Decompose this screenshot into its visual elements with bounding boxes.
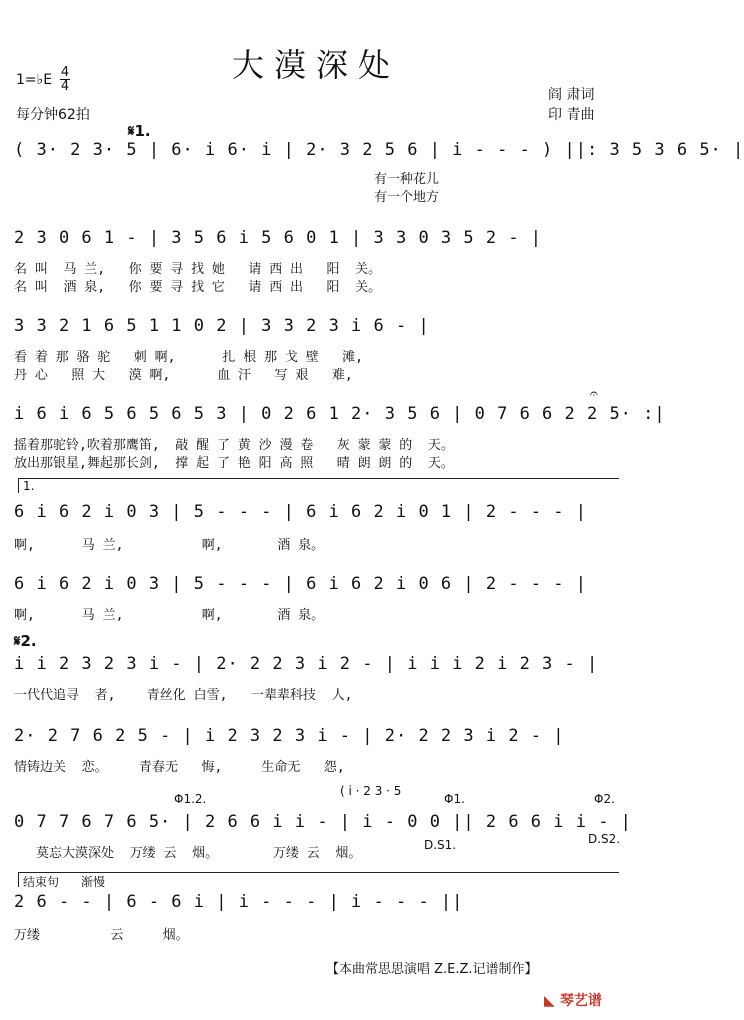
lyrics-line-1b: 有一个地方 xyxy=(14,190,440,205)
lyrics-line-3b: 丹 心 照 大 漠 啊, 血 汗 写 艰 难, xyxy=(14,368,353,383)
ending-bracket xyxy=(18,872,619,887)
notes-line-10: 2 6 - - | 6 - 6 i | i - - - | i - - - || xyxy=(14,892,464,912)
fermata-icon: 𝄐 xyxy=(590,386,598,402)
score-title: 大漠深处 xyxy=(231,46,400,84)
volta-bracket-1 xyxy=(18,478,619,493)
logo-icon: ◣ xyxy=(544,993,555,1009)
coda-2-sign: Φ2. xyxy=(594,792,615,806)
notes-line-4: i 6 i 6 5 6 5 6 5 3 | 0 2 6 1 2· 3 5 6 | 0 7 6 6 2 2 5· :| xyxy=(14,404,666,424)
segno-2-sign: 𝄋2. xyxy=(14,632,37,650)
notes-line-7: i i 2 3 2 3 i - | 2· 2 2 3 i 2 - | i i i 2 i 2 3 - | xyxy=(14,654,599,674)
notes-line-5: 6 i 6 2 i 0 3 | 5 - - - | 6 i 6 2 i 0 1 | 2 - - - | xyxy=(14,502,587,522)
ending-label: 结束句 xyxy=(23,875,60,889)
notes-line-6: 6 i 6 2 i 0 3 | 5 - - - | 6 i 6 2 i 0 6 | 2 - - - | xyxy=(14,574,587,594)
notes-line-8: 2· 2 7 6 2 5 - | i 2 3 2 3 i - | 2· 2 2 3 i 2 - | xyxy=(14,726,565,746)
segno-1-sign: 𝄋1. xyxy=(128,122,151,140)
notes-line-3: 3 3 2 1 6 5 1 1 0 2 | 3 3 2 3 i 6 - | xyxy=(14,316,430,336)
tempo-marking: 每分钟62拍 xyxy=(16,107,90,123)
ds-1-sign: D.S1. xyxy=(424,838,457,852)
notes-line-1: ( 3· 2 3· 5 | 6· i 6· i | 2· 3 2 5 6 | i - - - ) ||: 3 5 3 6 5· | xyxy=(14,140,744,160)
lyrics-line-9: 莫忘大漠深处 万缕 云 烟。 万缕 云 烟。 xyxy=(36,846,362,861)
notes-line-2: 2 3 0 6 1 - | 3 5 6 i 5 6 0 1 | 3 3 0 3 5 2 - | xyxy=(14,228,543,248)
time-denominator: 4 xyxy=(60,79,70,94)
coda-1-sign: Φ1. xyxy=(444,792,465,806)
lyrics-line-7: 一代代追寻 者, 青丝化 白雪, 一辈辈科技 人, xyxy=(14,688,353,703)
lyrics-line-6: 啊, 马 兰, 啊, 酒 泉。 xyxy=(14,608,325,623)
composer: 印 青曲 xyxy=(548,107,595,123)
lyrics-line-2a: 名 叫 马 兰, 你 要 寻 找 她 请 西 出 阳 关。 xyxy=(14,262,382,277)
lyricist: 阎 肃词 xyxy=(548,87,595,103)
lyrics-line-8: 情铸边关 恋。 青春无 悔, 生命无 怨, xyxy=(14,760,345,775)
lyrics-line-5: 啊, 马 兰, 啊, 酒 泉。 xyxy=(14,538,325,553)
lyrics-line-2b: 名 叫 酒 泉, 你 要 寻 找 它 请 西 出 阳 关。 xyxy=(14,280,382,295)
time-numerator: 4 xyxy=(60,65,70,80)
coda-1-2-sign: Φ1.2. xyxy=(174,792,207,806)
lyrics-line-4b: 放出那银星,舞起那长剑, 撑 起 了 艳 阳 高 照 晴 朗 朗 的 天。 xyxy=(14,456,454,471)
rit-label: 渐慢 xyxy=(81,875,106,889)
grace-notes: ( i · 2 3 · 5 xyxy=(340,784,402,798)
lyrics-line-4a: 摇着那驼铃,吹着那鹰笛, 敲 醒 了 黄 沙 漫 卷 灰 蒙 蒙 的 天。 xyxy=(14,438,454,453)
time-signature xyxy=(60,66,70,93)
ds-2-sign: D.S2. xyxy=(588,832,621,846)
lyrics-line-10: 万缕 云 烟。 xyxy=(14,928,189,943)
volta-1-label: 1. xyxy=(23,479,35,493)
key-label: 1=♭E xyxy=(16,72,53,88)
logo-text: 琴艺谱 xyxy=(559,993,602,1009)
notes-line-9: 0 7 7 6 7 6 5· | 2 6 6 i i - | i - 0 0 || 2 6 6 i i - | xyxy=(14,812,632,832)
credits-footer: 【本曲常思思演唱 Z.E.Z.记谱制作】 xyxy=(326,962,538,977)
lyrics-line-3a: 看 着 那 骆 驼 刺 啊, 扎 根 那 戈 壁 滩, xyxy=(14,350,364,365)
site-logo xyxy=(544,990,602,1010)
key-signature xyxy=(16,72,52,88)
lyrics-line-1a: 有一种花儿 xyxy=(14,172,440,187)
